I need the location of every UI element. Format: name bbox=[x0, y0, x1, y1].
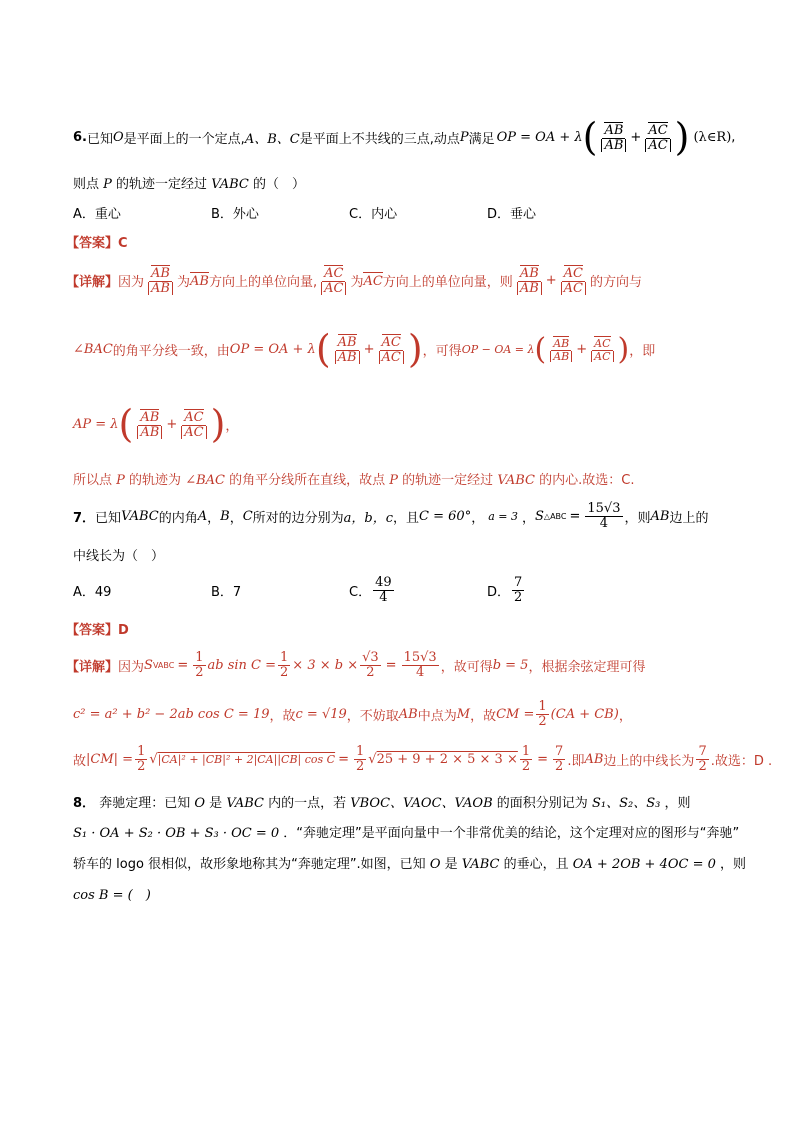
sides: a，b，c bbox=[343, 510, 394, 526]
text: ，则 bbox=[624, 510, 651, 526]
equals: = bbox=[177, 657, 189, 673]
den: 2 bbox=[555, 758, 564, 774]
right-paren: ) bbox=[674, 115, 690, 159]
text: ， bbox=[618, 708, 632, 724]
vec-cm: CM = bbox=[496, 706, 535, 722]
abs-ab: AB bbox=[550, 351, 572, 363]
num: 7 bbox=[514, 574, 523, 590]
answer-label: 【答案】 bbox=[66, 236, 119, 251]
plus: + bbox=[545, 272, 557, 288]
q6-formula: OP = OA + λ bbox=[496, 129, 583, 145]
q7-detail-line2 bbox=[73, 698, 632, 730]
lambda-in-r: (λ∈R) bbox=[693, 129, 732, 145]
right-paren: ) bbox=[617, 331, 630, 367]
q6-O: O bbox=[113, 129, 124, 145]
text: 的角平分线所在直线，故点 bbox=[229, 473, 386, 488]
abs-ab: AB bbox=[137, 426, 162, 440]
den: 2 bbox=[137, 758, 146, 774]
sqrt-expr: |CA|² + |CB|² + 2|CA||CB| cos C bbox=[157, 752, 336, 766]
frac-ab bbox=[548, 336, 574, 362]
text: 内的一点，若 bbox=[268, 796, 347, 811]
den: 2 bbox=[356, 758, 365, 774]
var-c: C bbox=[242, 508, 253, 524]
text: 是 bbox=[444, 857, 458, 872]
q6-option-d: D．垂心 bbox=[487, 207, 537, 222]
num: 1 bbox=[356, 743, 365, 759]
abs-ac: AC bbox=[561, 282, 586, 296]
var-p: P bbox=[389, 473, 399, 488]
text: ，则 bbox=[664, 796, 691, 811]
text: 因为 bbox=[118, 274, 145, 290]
q6-options bbox=[73, 203, 625, 222]
q7-option-d bbox=[487, 576, 625, 604]
den: 2 bbox=[195, 664, 204, 680]
q7-frac bbox=[585, 502, 622, 530]
num: √3 bbox=[362, 649, 379, 665]
q8-line4 bbox=[73, 884, 151, 903]
sqrt-expr: 25 + 9 + 2 × 5 × 3 × bbox=[376, 751, 518, 767]
vec-ac: AC bbox=[594, 336, 611, 350]
q8-stem bbox=[73, 792, 690, 811]
abs-ac: AC bbox=[645, 139, 670, 153]
tri-abc: VABC bbox=[461, 857, 500, 872]
q6-conclusion bbox=[73, 469, 634, 488]
q6-tri: VABC bbox=[211, 177, 249, 192]
point-m: M bbox=[456, 706, 471, 722]
q6-detail-line2 bbox=[73, 324, 655, 374]
frac-ac bbox=[377, 334, 406, 364]
plus: + bbox=[363, 341, 375, 357]
text: 为 bbox=[350, 274, 364, 290]
left-paren: ( bbox=[315, 327, 331, 371]
answer-value: D bbox=[118, 623, 129, 638]
cos-b-question: cos B = ( ) bbox=[73, 888, 151, 903]
q6-stem bbox=[73, 112, 735, 162]
side-ab: AB bbox=[584, 751, 604, 767]
text: 边上的 bbox=[669, 510, 709, 526]
q6-text: 满足 bbox=[468, 131, 495, 147]
frac-ac-unit bbox=[319, 265, 348, 295]
num: 1 bbox=[521, 743, 531, 759]
vec-ac: AC bbox=[324, 265, 344, 281]
area-s: S bbox=[535, 508, 544, 524]
den: 2 bbox=[514, 589, 523, 605]
detail-label: 【详解】 bbox=[66, 274, 119, 290]
text: ，根据余弦定理可得 bbox=[528, 659, 646, 675]
half bbox=[354, 745, 366, 773]
tri-abc: VABC bbox=[497, 473, 535, 488]
frac-ac bbox=[559, 265, 588, 295]
q7-number: 7． bbox=[73, 510, 96, 526]
left-paren: ( bbox=[118, 402, 134, 446]
formula: × 3 × b × bbox=[292, 657, 359, 673]
q7-options bbox=[73, 573, 625, 607]
vec-ab: AB bbox=[553, 336, 570, 350]
half bbox=[278, 651, 290, 679]
half bbox=[520, 745, 532, 773]
num: 15√3 bbox=[403, 649, 437, 665]
tri-abc: VABC bbox=[121, 508, 159, 524]
frac bbox=[512, 576, 524, 604]
q8-line3 bbox=[73, 853, 746, 872]
text: 已知 bbox=[95, 510, 122, 526]
den: 4 bbox=[379, 589, 388, 605]
q6-detail-line3 bbox=[73, 398, 238, 450]
frac-ab bbox=[135, 409, 164, 439]
q7-answer bbox=[66, 619, 129, 638]
frac-ab-unit bbox=[146, 265, 175, 295]
text: 是 bbox=[209, 796, 223, 811]
vec-ab: AB bbox=[151, 265, 170, 281]
frac bbox=[373, 576, 394, 604]
side-ab: AB bbox=[650, 508, 670, 524]
q7-stem: 7． 已知 VABC 的内角 A ， B ， C 所对的边分别为 a，b，c ，且 C = 60° ， a = 3 ， S △ABC = $\frac{15√3}{4}$ ，则 AB 边上的 bbox=[73, 500, 709, 531]
text: 边上的中线长为 bbox=[603, 753, 695, 769]
seven-halves bbox=[696, 745, 708, 773]
q6-ABC: A、B、C bbox=[244, 131, 300, 147]
q6-P: P bbox=[459, 129, 469, 145]
equals: = bbox=[537, 751, 549, 767]
vec-ab: AB bbox=[140, 409, 160, 425]
vec-ab: AB bbox=[519, 265, 539, 281]
q6-text: 的（ ） bbox=[252, 177, 305, 192]
text: 轿车的 bbox=[73, 857, 113, 872]
vec-ac: AC bbox=[184, 409, 204, 425]
equals: = bbox=[338, 751, 349, 767]
q6-option-c: C．内心 bbox=[349, 207, 398, 222]
c-equals: c = √19 bbox=[295, 706, 347, 722]
num: 1 bbox=[280, 649, 289, 665]
formula: AP = λ bbox=[73, 416, 119, 432]
num: 7 bbox=[698, 743, 707, 759]
text: .故选：D . bbox=[710, 753, 773, 769]
text: .即 bbox=[567, 753, 585, 769]
text: 奔驰定理：已知 bbox=[99, 796, 191, 811]
num: 1 bbox=[195, 649, 204, 665]
equals: = bbox=[385, 657, 397, 673]
text: 很相似，故形象地称其为“奔驰定理”.如图，已知 bbox=[148, 857, 426, 872]
den: 2 bbox=[280, 664, 289, 680]
den: 4 bbox=[415, 664, 425, 680]
text: 所对的边分别为 bbox=[252, 510, 344, 526]
option-label: C． bbox=[349, 584, 372, 600]
text: 因为 bbox=[118, 659, 145, 675]
q7-detail-line3: 故 |CM| = $\frac{1}{2}$ √ |CA|² + |CB|² + 2|CA||CB| cos C = $\frac{1}{2}$ √ 25 + 9 + 2 × 5 × 3 × $\frac{1}{2}$ = $\frac{7}{2}$ .即 AB 边上的中线长为 $\frac{7}{2}$ .故选：D . bbox=[73, 743, 773, 774]
vec-ac: AC bbox=[363, 273, 383, 289]
text: ，则 bbox=[720, 857, 747, 872]
equals: = bbox=[569, 508, 581, 524]
q7-line2 bbox=[73, 545, 164, 564]
var-b: B bbox=[220, 508, 230, 524]
answer-label: 【答案】 bbox=[66, 623, 119, 638]
left-paren: ( bbox=[534, 331, 547, 367]
text: 方向上的单位向量，则 bbox=[382, 274, 513, 290]
detail-label: 【详解】 bbox=[66, 659, 119, 675]
formula: OP = OA + λ bbox=[229, 341, 316, 357]
benz-formula: S₁ · OA + S₂ · OB + S₃ · OC = 0 bbox=[73, 826, 280, 841]
abs-ac: AC bbox=[591, 351, 613, 363]
area-s: S bbox=[144, 657, 153, 673]
frac-ab bbox=[333, 334, 362, 364]
den: 2 bbox=[366, 664, 375, 680]
num: 7 bbox=[555, 743, 564, 759]
q6-text: 是平面上的一个定点, bbox=[123, 131, 245, 147]
text: 中点为 bbox=[417, 708, 457, 724]
text: ，故 bbox=[269, 708, 296, 724]
text: 中线长为（ ） bbox=[73, 549, 165, 564]
q6-number: 6. bbox=[73, 129, 87, 145]
q6-option-a: A．重心 bbox=[73, 207, 121, 222]
text: 的面积分别记为 bbox=[496, 796, 588, 811]
num: 1 bbox=[538, 698, 547, 714]
den: 2 bbox=[698, 758, 707, 774]
den: 2 bbox=[538, 713, 547, 729]
sub-triangles: VBOC、VAOC、VAOB bbox=[350, 796, 493, 811]
angle-c: C = 60° bbox=[419, 508, 472, 524]
formula: OP − OA = λ bbox=[461, 342, 535, 356]
tri-abc: VABC bbox=[226, 796, 264, 811]
q8-number: 8． bbox=[73, 796, 96, 811]
frac-ac bbox=[589, 336, 615, 362]
plus: + bbox=[630, 129, 642, 145]
right-paren: ) bbox=[407, 327, 423, 371]
answer-value: C bbox=[118, 236, 128, 251]
q6-P: P bbox=[103, 177, 112, 192]
text: 的垂心，且 bbox=[503, 857, 569, 872]
text: 方向上的单位向量, bbox=[208, 274, 318, 290]
a-equals: a = 3 bbox=[488, 509, 518, 523]
text: 所以点 bbox=[73, 473, 113, 488]
num: 49 bbox=[375, 574, 392, 590]
sqrt3-over-2 bbox=[360, 651, 381, 679]
num: 1 bbox=[137, 743, 146, 759]
text: ，不妨取 bbox=[346, 708, 399, 724]
half bbox=[135, 745, 147, 773]
q6-text: 则点 bbox=[73, 177, 100, 192]
frac-ac bbox=[179, 409, 208, 439]
plus: + bbox=[166, 416, 178, 432]
den: 2 bbox=[521, 758, 531, 774]
abs-ab: AB bbox=[601, 139, 626, 153]
comma: , bbox=[731, 129, 736, 145]
areas: S₁、S₂、S₃ bbox=[591, 796, 661, 811]
q6-option-b: B．外心 bbox=[211, 207, 259, 222]
half bbox=[193, 651, 205, 679]
cosine-law: c² = a² + b² − 2ab cos C = 19 bbox=[73, 706, 270, 722]
q7-option-a: A．49 bbox=[73, 584, 112, 600]
side-ab: AB bbox=[398, 706, 418, 722]
text: ．“奔驰定理”是平面向量中一个非常优美的结论，这个定理对应的图形与“奔驰” bbox=[283, 826, 740, 841]
vec-ac: AC bbox=[381, 334, 401, 350]
text: ，可得 bbox=[422, 343, 462, 359]
point-o: O bbox=[194, 796, 206, 811]
q6-text: 的轨迹一定经过 bbox=[116, 177, 208, 192]
vec-ac: AC bbox=[563, 265, 584, 281]
angle-bac: ∠BAC bbox=[185, 473, 225, 488]
abs-ac: AC bbox=[379, 351, 404, 365]
text: 为 bbox=[176, 274, 190, 290]
abs-cm: |CM| = bbox=[86, 751, 134, 767]
formula: ab sin C = bbox=[207, 657, 277, 673]
text: 故 bbox=[73, 753, 87, 769]
q7-option-c bbox=[349, 576, 487, 604]
text: 的轨迹为 bbox=[129, 473, 182, 488]
option-label: D． bbox=[487, 584, 511, 600]
logo-word: logo bbox=[116, 857, 144, 872]
b-equals: b = 5 bbox=[492, 657, 529, 673]
frac-ab bbox=[515, 265, 544, 295]
area-sub: △ABC bbox=[543, 511, 567, 521]
var-a: A bbox=[197, 508, 208, 524]
area-sub: VABC bbox=[152, 660, 175, 670]
right-paren: ) bbox=[210, 402, 226, 446]
frac-num: 15√3 bbox=[587, 500, 621, 516]
vector-formula: OA + 2OB + 4OC = 0 bbox=[572, 857, 716, 872]
vec-sum: (CA + CB) bbox=[550, 706, 619, 722]
abs-ab: AB bbox=[335, 351, 360, 365]
vec-ab: AB bbox=[337, 334, 357, 350]
text: 的轨迹一定经过 bbox=[402, 473, 494, 488]
text: ， bbox=[225, 418, 239, 434]
vec-ab: AB bbox=[604, 122, 624, 138]
text: ，故 bbox=[470, 708, 497, 724]
vec-ac: AC bbox=[648, 122, 668, 138]
text: 的内角 bbox=[158, 510, 198, 526]
plus: + bbox=[576, 341, 588, 357]
var-p: P bbox=[116, 473, 125, 488]
q7-option-b: B．7 bbox=[211, 584, 242, 600]
left-paren: ( bbox=[582, 115, 598, 159]
abs-ac: AC bbox=[321, 282, 346, 296]
text: 的内心.故选：C. bbox=[539, 473, 635, 488]
q6-frac-ac bbox=[643, 122, 672, 152]
q6-text: 是平面上不共线的三点,动点 bbox=[299, 131, 460, 147]
text: ，即 bbox=[629, 343, 656, 359]
q6-line2 bbox=[73, 173, 305, 192]
abs-ac: AC bbox=[181, 426, 206, 440]
q6-detail-line1 bbox=[66, 258, 642, 302]
vec-ab: AB bbox=[190, 273, 209, 289]
q6-text: 已知 bbox=[86, 131, 113, 147]
q8-line2 bbox=[73, 822, 739, 841]
point-o: O bbox=[429, 857, 441, 872]
seven-halves bbox=[553, 745, 565, 773]
q6-answer bbox=[66, 232, 128, 251]
frac-den: 4 bbox=[599, 515, 609, 531]
half bbox=[536, 700, 548, 728]
text: 的方向与 bbox=[590, 274, 643, 290]
angle-bac: ∠BAC bbox=[73, 341, 113, 357]
text: ，故可得 bbox=[440, 659, 493, 675]
q6-frac-ab bbox=[599, 122, 628, 152]
text: ，且 bbox=[393, 510, 420, 526]
q7-detail-line1 bbox=[66, 646, 645, 684]
abs-ab: AB bbox=[517, 282, 542, 296]
abs-ab: AB bbox=[148, 282, 173, 296]
frac bbox=[402, 651, 439, 679]
text: 的角平分线一致，由 bbox=[112, 343, 230, 359]
